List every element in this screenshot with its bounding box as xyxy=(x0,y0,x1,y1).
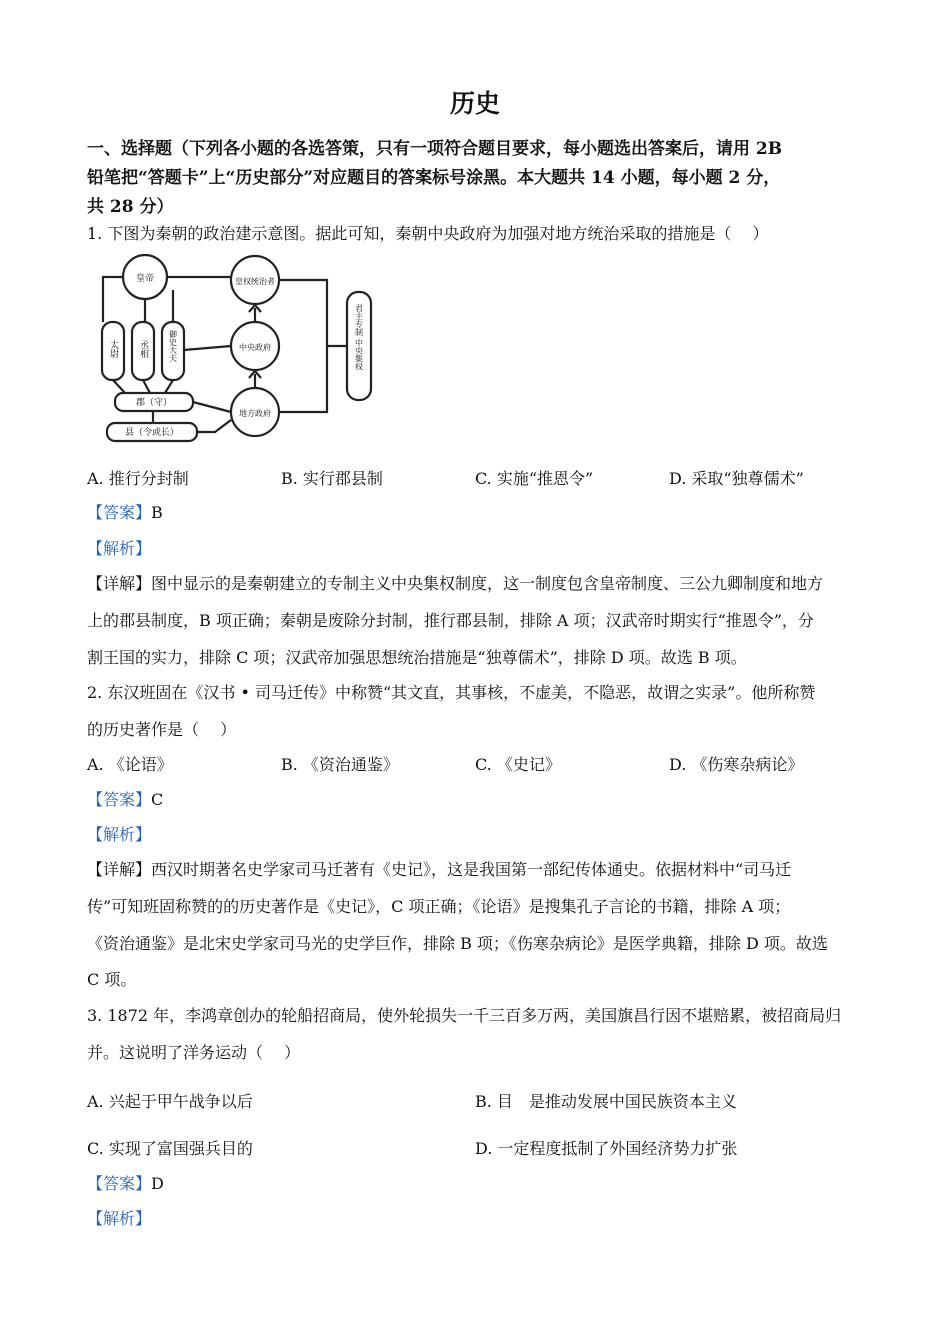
emperor-label: 皇帝 xyxy=(135,274,155,284)
q3-analysis-label: 【解析】 xyxy=(87,1209,152,1228)
q2-stem-line-2: 的历史著作是（ ） xyxy=(87,720,237,739)
q2-detail-line-3: 《资治通鉴》是北宋史学家司马光的史学巨作，排除 B 项；《伤寒杂病论》是医学典籍，排除 D 项。故选 xyxy=(87,934,828,953)
yushi-label: 御史大夫 xyxy=(168,330,178,362)
q1-option-b: B. 实行郡县制 xyxy=(281,469,383,488)
q1-analysis-label: 【解析】 xyxy=(87,539,152,558)
chengxiang-label: 丞相 xyxy=(138,340,148,358)
section-heading-line-1: 一、选择题（下列各小题的各选答策，只有一项符合题目要求，每小题选出答案后，请用 2B xyxy=(87,139,783,159)
q3-option-d: D. 一定程度抵制了外国经济势力扩张 xyxy=(475,1139,738,1158)
qin-political-diagram xyxy=(95,250,385,450)
local-label: 地方政府 xyxy=(239,409,271,418)
q1-detail-line-2: 上的郡县制度，B 项正确；秦朝是废除分封制，推行郡县制，排除 A 项；汉武帝时期实行“推恩令”，分 xyxy=(87,611,814,630)
q2-detail-line-2: 传”可知班固称赞的的历史著作是《史记》，C 项正确；《论语》是搜集孔子言论的书籍，排除 A 项； xyxy=(87,897,791,916)
q2-option-b: B. 《资治通鉴》 xyxy=(281,755,399,774)
q2-option-d: D. 《伤寒杂病论》 xyxy=(669,755,804,774)
q3-stem-line-2: 并。这说明了洋务运动（ ） xyxy=(87,1043,301,1062)
q2-detail-line-4: C 项。 xyxy=(87,970,137,989)
jun-label: 郡（守） xyxy=(135,398,173,408)
top-circle-label: 皇权统治者 xyxy=(235,277,275,286)
taiwei-label: 太尉 xyxy=(108,340,118,358)
answer-label: 【答案】 xyxy=(87,503,152,522)
xian-label: 县（令或长） xyxy=(124,428,180,438)
answer-value: B xyxy=(151,503,163,522)
q1-stem: 1. 下图为秦朝的政治建示意图。据此可知，秦朝中央政府为加强对地方统治采取的措施是（ ） xyxy=(87,224,769,243)
q1-detail-line-3: 割王国的实力，排除 C 项；汉武帝加强思想统治措施是“独尊儒术”，排除 D 项。故选 B 项。 xyxy=(87,648,747,667)
q3-answer xyxy=(87,1171,164,1194)
central-label: 中央政府 xyxy=(239,343,271,352)
section-heading-line-2: 铅笔把“答题卡”上“历史部分”对应题目的答案标号涂黑。本大题共 14 小题，每小题 2 分， xyxy=(87,168,781,188)
q2-option-a: A. 《论语》 xyxy=(87,755,173,774)
q1-detail-line-1: 【详解】图中显示的是秦朝建立的专制主义中央集权制度，这一制度包含皇帝制度、三公九卿制度和地方 xyxy=(87,574,824,593)
q2-stem-line-1: 2. 东汉班固在《汉书 • 司马迁传》中称赞“其文直，其事核，不虚美，不隐恶，故谓之实录”。他所称赞 xyxy=(87,683,816,702)
q2-option-c: C. 《史记》 xyxy=(475,755,561,774)
q2-analysis-label: 【解析】 xyxy=(87,825,152,844)
q1-answer xyxy=(87,500,163,523)
right-box-label: 君主专制 中央集权 xyxy=(354,304,364,371)
q1-option-a: A. 推行分封制 xyxy=(87,469,189,488)
answer-value: C xyxy=(151,790,164,809)
answer-value: D xyxy=(151,1174,164,1193)
section-heading-line-3: 共 28 分） xyxy=(87,197,174,217)
q3-option-b: B. 目 是推动发展中国民族资本主义 xyxy=(475,1092,737,1111)
q3-option-c: C. 实现了富国强兵目的 xyxy=(87,1139,253,1158)
answer-label: 【答案】 xyxy=(87,1174,152,1193)
q1-option-d: D. 采取“独尊儒术” xyxy=(669,469,804,488)
q1-option-c: C. 实施“推恩令” xyxy=(475,469,594,488)
q2-detail-line-1: 【详解】西汉时期著名史学家司马迁著有《史记》，这是我国第一部纪传体通史。依据材料中“司马迁 xyxy=(87,860,792,879)
q2-answer xyxy=(87,787,163,810)
q3-stem-line-1: 3. 1872 年，李鸿章创办的轮船招商局，使外轮损失一千三百多万两，美国旗昌行因不堪赔累，被招商局归 xyxy=(87,1006,842,1025)
answer-label: 【答案】 xyxy=(87,790,152,809)
page-title: 历史 xyxy=(449,89,500,118)
q3-option-a: A. 兴起于甲午战争以后 xyxy=(87,1092,253,1111)
